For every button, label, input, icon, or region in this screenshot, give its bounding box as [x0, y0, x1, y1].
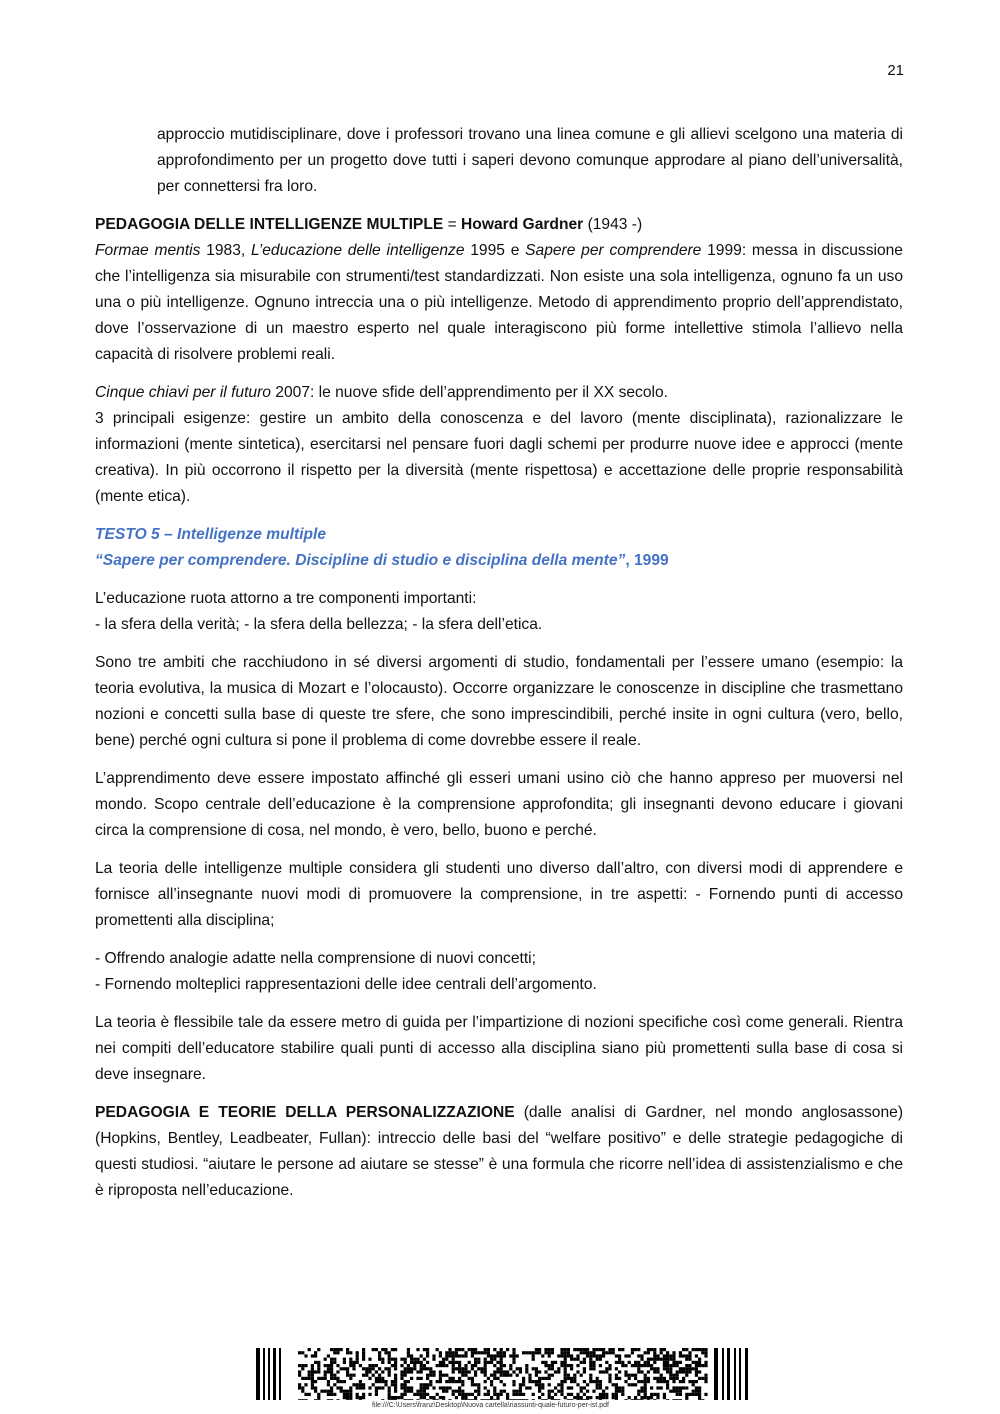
author-years: (1943 -)	[583, 216, 643, 233]
book-title: L’educazione delle intelligenze	[250, 242, 465, 259]
text-span: 1999: messa in discussione che l’intelligenza sia misurabile con strumenti/test standardizzati. Non esiste una sola intelligenza, ognuno fa un uso una o più intelligenze. Ognuno intreccia una o più intelligenze. Metodo di apprendimento proprio dell’apprendistato, dove l’osservazione di un maestro esperto nel quale interagiscono più forme intellettive stimola l’allievo nella capacità di risolvere problemi reali.	[95, 242, 903, 363]
intro-paragraph: approccio mutidisciplinare, dove i professori trovano una linea comune e gli allievi scelgono una materia di approfondimento per un progetto dove tutti i saperi devono comunque approdare al piano dell’universalità, per connettersi fra loro.	[157, 126, 903, 195]
barcode-image	[256, 1348, 750, 1400]
text-span: 1995 e	[464, 242, 526, 259]
page-number: 21	[887, 62, 904, 79]
text-span: 2007: le nuove sfide dell’apprendimento per il XX secolo.	[270, 384, 668, 401]
document-body	[95, 122, 903, 1216]
text-span: 1983,	[200, 242, 251, 259]
text-span: L’educazione ruota attorno a tre componenti importanti:	[95, 590, 477, 607]
text-span: (dalle analisi di Gardner, nel mondo anglosassone) (Hopkins, Bentley, Leadbeater, Fullan): intreccio delle basi del “welfare positivo” e delle strategie pedagogiche di questi studiosi. “aiutare le persone ad aiutare se stesse” è una formula che ricorre nell’idea di assistenzialismo e che è riproposta nell’educazione.	[95, 1104, 904, 1199]
flessibile-paragraph: La teoria è flessibile tale da essere metro di guida per l’impartizione di nozioni specifiche così come generali. Rientra nei compiti dell’educatore stabilire quali punti di accesso alla disciplina siano più promettenti sulla base di cosa si deve insegnare.	[95, 1014, 903, 1083]
section-personalization	[95, 1100, 903, 1204]
testo-year: , 1999	[625, 552, 669, 569]
aspects-list	[95, 946, 903, 998]
list-item: - Offrendo analogie adatte nella comprensione di nuovi concetti;	[95, 950, 536, 967]
testo-heading	[95, 522, 903, 574]
ambiti-paragraph: Sono tre ambiti che racchiudono in sé diversi argomenti di studio, fondamentali per l’essere umano (esempio: la teoria evolutiva, la musica di Mozart e l’olocausto). Occorre organizzare le conoscenze in discipline che trasmettano nozioni e concetti sulla base di queste tre sfere, che sono imprescindibili, perché insite in ogni cultura (vero, bello, bene) perché ogni cultura si pone il problema di come dovrebbe essere il reale.	[95, 654, 903, 749]
section-heading: PEDAGOGIA DELLE INTELLIGENZE MULTIPLE	[95, 216, 444, 233]
testo-title: TESTO 5 – Intelligenze multiple	[95, 526, 327, 543]
equals-sign: =	[443, 216, 462, 233]
teoria-paragraph: La teoria delle intelligenze multiple considera gli studenti uno diverso dall’altro, con diversi modi di apprendere e fornisce all’insegnante nuovi modi di promuovere la comprensione, in tre aspetti: - Fornendo punti di accesso promettenti alla disciplina;	[95, 860, 903, 929]
text-span: - la sfera della verità; - la sfera della bellezza; - la sfera dell’etica.	[95, 616, 543, 633]
testo-subtitle: “Sapere per comprendere. Discipline di studio e disciplina della mente”	[95, 552, 626, 569]
apprendimento-paragraph: L’apprendimento deve essere impostato affinché gli esseri umani usino ciò che hanno appreso per muoversi nel mondo. Scopo centrale dell’educazione è la comprensione approfondita; gli insegnanti devono educare i giovani circa la comprensione di cosa, nel mondo, è vero, bello, buono e perché.	[95, 770, 903, 839]
education-components	[95, 586, 903, 638]
file-path: file:///C:\Users\franz\Desktop\Nuova cartella\riassunti-quale-futuro-per-ist.pdf	[372, 1402, 609, 1409]
section-multiple-intelligences	[95, 212, 903, 368]
book-title: Cinque chiavi per il futuro	[95, 384, 271, 401]
section-heading: PEDAGOGIA E TEORIE DELLA PERSONALIZZAZIONE	[95, 1104, 515, 1121]
needs-paragraph: 3 principali esigenze: gestire un ambito della conoscenza e del lavoro (mente disciplinata), razionalizzare le informazioni (mente sintetica), esercitarsi nel pensare fuori dagli schemi per produrre nuove idee e approcci (mente creativa). In più occorrono il rispetto per la diversità (mente rispettosa) e accettazione delle proprie responsabilità (mente etica).	[95, 410, 903, 505]
author-name: Howard Gardner	[461, 216, 584, 233]
section-five-keys	[95, 380, 903, 510]
list-item: - Fornendo molteplici rappresentazioni delle idee centrali dell’argomento.	[95, 976, 597, 993]
book-title: Formae mentis	[95, 242, 201, 259]
book-title: Sapere per comprendere	[525, 242, 702, 259]
